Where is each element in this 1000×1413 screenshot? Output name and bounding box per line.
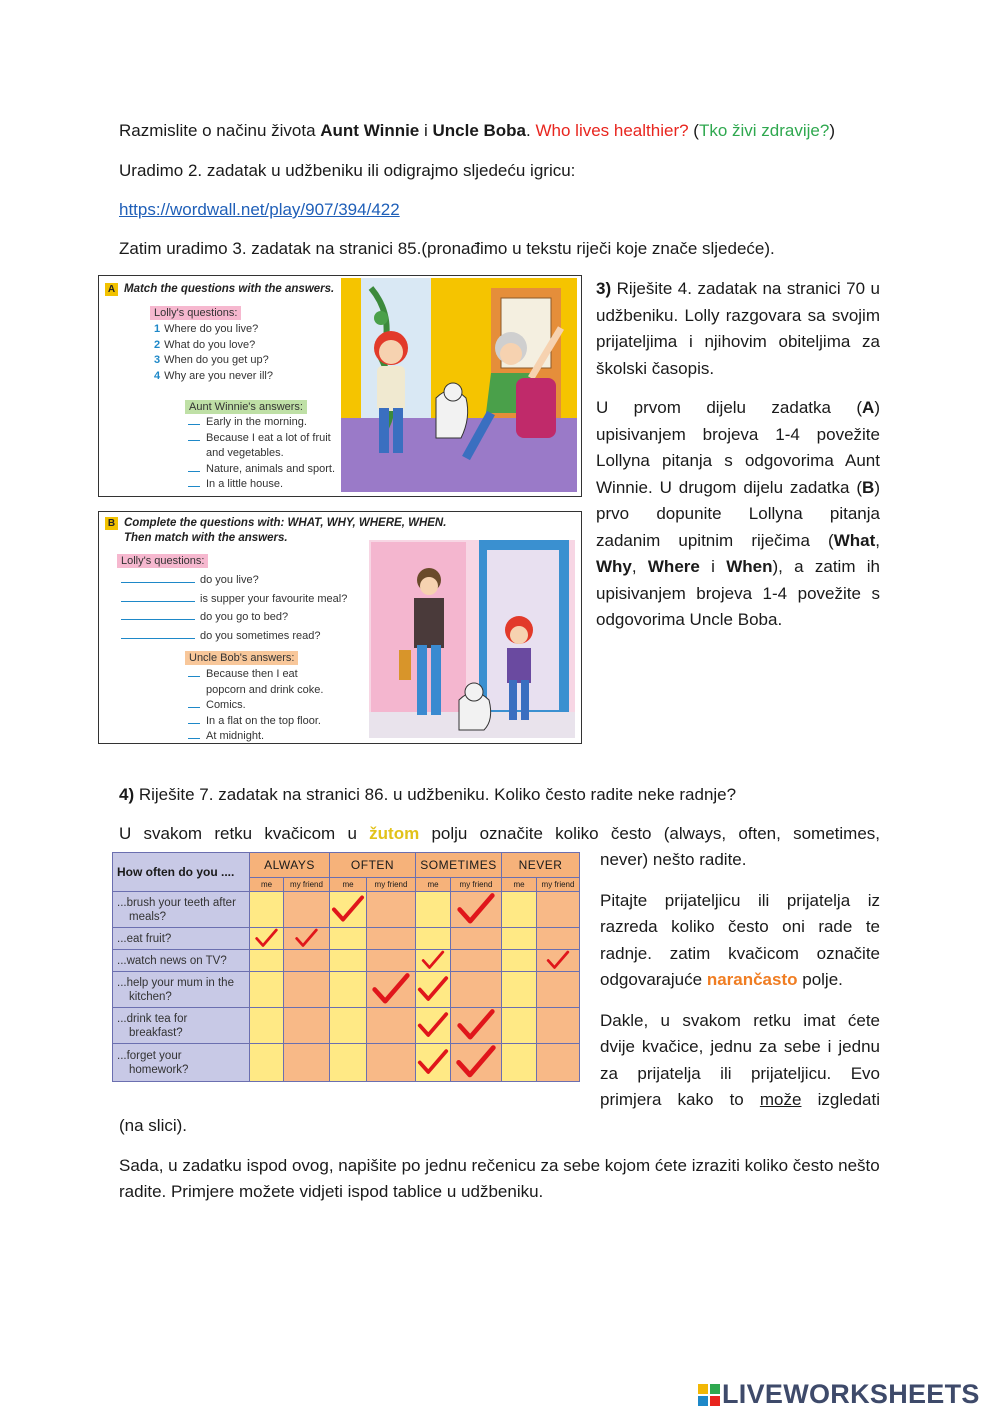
me-cell[interactable] <box>330 892 367 928</box>
me-cell[interactable] <box>330 928 367 950</box>
task3-side-text: 3) Riješite 4. zadatak na stranici 70 u udžbeniku. Lolly razgovara sa svojim prijateljima i njihovim obiteljima za školski časopis. U prvom dijelu zadatka (A) upisivanjem brojeva 1-4 povežite Lollyna pitanja s odgovorima Aunt Winnie. U drugom dijelu zadatka (B) prvo dopunite Lollyna pitanja zadanim upitnim riječima (What, Why, Where i When), a zatim ih upisivanjem brojeva 1-4 povežite s odgovorima Uncle Boba. <box>596 279 880 629</box>
checkmark-icon <box>250 928 283 949</box>
friend-cell[interactable] <box>451 1008 502 1044</box>
me-cell[interactable] <box>416 928 451 950</box>
header-sometimes: SOMETIMES <box>416 853 502 878</box>
instruction-line: Uradimo 2. zadatak u udžbeniku ili odigrajmo sljedeću igricu: <box>119 161 576 180</box>
activity-label: ...eat fruit? <box>113 928 250 950</box>
friend-cell[interactable] <box>284 1044 330 1082</box>
friend-cell[interactable] <box>367 928 416 950</box>
question-en: Who lives healthier? <box>535 121 689 140</box>
checkmark-icon <box>451 892 501 927</box>
instruction-line-2: Zatim uradimo 3. zadatak na stranici 85.(pronađimo u tekstu riječi koje znače sljedeće). <box>119 239 775 258</box>
sub-header-row: me my friend me my friend me my friend me my friend <box>113 878 580 892</box>
checkmark-icon <box>284 928 329 949</box>
exercise-a-image <box>98 275 582 497</box>
aunt-winnie-answers-tag: Aunt Winnie's answers: <box>185 400 307 414</box>
checkmark-icon <box>416 950 450 971</box>
me-cell[interactable] <box>250 972 284 1008</box>
lolly-questions-tag-b: Lolly's questions: <box>117 554 208 568</box>
me-cell[interactable] <box>502 1044 537 1082</box>
me-cell[interactable] <box>250 928 284 950</box>
intro-line: Razmislite o načinu života Aunt Winnie i Uncle Boba. Who lives healthier? (Tko živi zdravije?) <box>119 121 835 140</box>
checkmark-icon <box>416 1008 450 1043</box>
friend-cell[interactable] <box>284 928 330 950</box>
table-row <box>113 892 580 928</box>
me-cell[interactable] <box>416 1044 451 1082</box>
wordwall-link[interactable]: https://wordwall.net/play/907/394/422 <box>119 200 400 219</box>
exercise-b-answers: Because then I eat popcorn and drink coke. Comics. In a flat on the top floor. At midnight. <box>188 667 323 744</box>
me-cell[interactable] <box>502 1008 537 1044</box>
me-cell[interactable] <box>250 1044 284 1082</box>
task4-line1: U svakom retku kvačicom u žutom polju označite koliko često (always, often, sometimes, <box>119 824 881 843</box>
frequency-table <box>112 852 580 1082</box>
me-cell[interactable] <box>250 950 284 972</box>
uncle-bob-illustration <box>369 540 575 738</box>
table-row <box>113 1044 580 1082</box>
me-cell[interactable] <box>330 950 367 972</box>
checkmark-icon <box>367 972 415 1007</box>
table-row <box>113 928 580 950</box>
me-cell[interactable] <box>330 1008 367 1044</box>
friend-cell[interactable] <box>367 972 416 1008</box>
activity-label: ...watch news on TV? <box>113 950 250 972</box>
header-never: NEVER <box>502 853 580 878</box>
activity-label: ...help your mum in the kitchen? <box>113 972 250 1008</box>
checkmark-icon <box>451 1044 501 1081</box>
table-row <box>113 1008 580 1044</box>
aunt-winnie-illustration <box>341 278 577 492</box>
me-cell[interactable] <box>416 892 451 928</box>
lolly-questions-tag: Lolly's questions: <box>150 306 241 320</box>
friend-cell[interactable] <box>451 892 502 928</box>
checkmark-icon <box>330 892 366 927</box>
uncle-bob-answers-tag: Uncle Bob's answers: <box>185 651 298 665</box>
exercise-b-image <box>98 511 582 744</box>
exercise-b-questions: do you live? is supper your favourite meal? do you go to bed? do you sometimes read? <box>121 571 347 645</box>
me-cell[interactable] <box>250 892 284 928</box>
table-row <box>113 950 580 972</box>
header-always: ALWAYS <box>250 853 330 878</box>
friend-cell[interactable] <box>537 1008 580 1044</box>
task4-final: Sada, u zadatku ispod ovog, napišite po jednu rečenicu za sebe kojom ćete izraziti koliko često nešto radite. Primjere možete vidjeti ispod tablice u udžbeniku. <box>119 1156 880 1201</box>
friend-cell[interactable] <box>367 950 416 972</box>
friend-cell[interactable] <box>284 892 330 928</box>
friend-cell[interactable] <box>367 1008 416 1044</box>
friend-cell[interactable] <box>451 972 502 1008</box>
checkmark-icon <box>537 950 579 971</box>
friend-cell[interactable] <box>537 1044 580 1082</box>
activity-label: ...brush your teeth after meals? <box>113 892 250 928</box>
task4-title: 4) Riješite 7. zadatak na stranici 86. u udžbeniku. Koliko često radite neke radnje? <box>119 785 737 804</box>
friend-cell[interactable] <box>537 928 580 950</box>
friend-cell[interactable] <box>537 950 580 972</box>
me-cell[interactable] <box>502 892 537 928</box>
friend-cell[interactable] <box>537 892 580 928</box>
me-cell[interactable] <box>330 972 367 1008</box>
me-cell[interactable] <box>250 1008 284 1044</box>
friend-cell[interactable] <box>367 892 416 928</box>
friend-cell[interactable] <box>451 928 502 950</box>
me-cell[interactable] <box>416 1008 451 1044</box>
liveworksheets-icon <box>698 1384 720 1406</box>
exercise-a-answers: Early in the morning. Because I eat a lot of fruit and vegetables. Nature, animals and sport. In a little house. <box>188 415 335 493</box>
me-cell[interactable] <box>502 972 537 1008</box>
me-cell[interactable] <box>502 950 537 972</box>
friend-cell[interactable] <box>284 1008 330 1044</box>
question-hr: Tko živi zdravije? <box>698 121 830 140</box>
me-cell[interactable] <box>416 972 451 1008</box>
exercise-b-header: B Complete the questions with: WHAT, WHY, WHERE, WHEN. Then match with the answers. <box>105 516 446 546</box>
exercise-a-header: A Match the questions with the answers. <box>105 283 334 296</box>
header-often: OFTEN <box>330 853 416 878</box>
friend-cell[interactable] <box>284 950 330 972</box>
checkmark-icon <box>416 1044 450 1081</box>
table-row <box>113 972 580 1008</box>
friend-cell[interactable] <box>451 1044 502 1082</box>
friend-cell[interactable] <box>367 1044 416 1082</box>
table-corner: How often do you .... <box>113 853 250 892</box>
checkmark-icon <box>451 1008 501 1043</box>
exercise-a-questions: 1 Where do you live? 2 What do you love? 3 When do you get up? 4 Why are you never ill? <box>154 323 273 382</box>
checkmark-icon <box>416 972 450 1007</box>
task4-side-text: never) nešto radite. Pitajte prijateljicu ili prijatelja iz razreda koliko često oni rade te radnje. zatim kvačicom označite odgovarajuće narančasto polje. Dakle, u svakom retku imat ćete dvije kvačice, jednu za sebe i jednu za prijatelja ili prijateljicu. Evo primjera kako to može izgledati <box>600 850 880 1109</box>
me-cell[interactable] <box>330 1044 367 1082</box>
task4-tail: (na slici). <box>119 1116 188 1135</box>
activity-label: ...drink tea for breakfast? <box>113 1008 250 1044</box>
activity-label: ...forget your homework? <box>113 1044 250 1082</box>
me-cell[interactable] <box>502 928 537 950</box>
friend-cell[interactable] <box>537 972 580 1008</box>
wordwall-link-line <box>119 197 400 223</box>
me-cell[interactable] <box>416 950 451 972</box>
liveworksheets-logo: LIVEWORKSHEETS <box>698 1379 980 1410</box>
friend-cell[interactable] <box>451 950 502 972</box>
friend-cell[interactable] <box>284 972 330 1008</box>
